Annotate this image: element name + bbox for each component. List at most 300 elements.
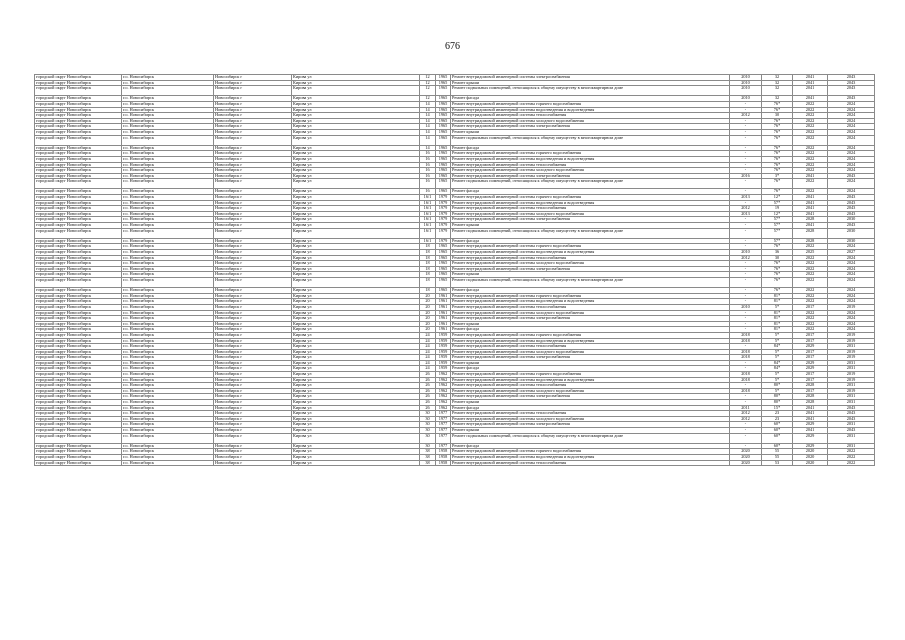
city-cell: Новосибирск г [214,118,292,124]
house-number-cell: 18 [420,244,436,250]
plan-start-year-cell: 2022 [793,113,828,119]
plan-start-year-cell: 2017 [793,355,828,361]
wear-percent-cell: 5* [762,377,793,383]
district-cell: городской округ Новосибирск [35,113,122,119]
plan-start-year-cell: 2022 [793,293,828,299]
house-number-cell: 26 [420,405,436,411]
plan-end-year-cell: 2019 [828,372,875,378]
street-cell: Кирова ул [292,173,420,179]
plan-start-year-cell: 2022 [793,266,828,272]
table-row [35,433,875,443]
wear-percent-cell: 3* [762,173,793,179]
plan-start-year-cell: 2041 [793,211,828,217]
street-cell: Кирова ул [292,244,420,250]
municipality-cell: г.о. Новосибирск [122,135,214,145]
wear-percent-cell: 36 [762,250,793,256]
city-cell: Новосибирск г [214,293,292,299]
house-number-cell: 12 [420,80,436,86]
wear-percent-cell: 5* [762,304,793,310]
city-cell: Новосибирск г [214,428,292,434]
municipality-cell: г.о. Новосибирск [122,377,214,383]
plan-start-year-cell: 2017 [793,332,828,338]
last-repair-year-cell: 2013 [730,211,762,217]
build-year-cell: 1961 [436,316,451,322]
plan-start-year-cell: 2022 [793,124,828,130]
city-cell: Новосибирск г [214,238,292,244]
last-repair-year-cell: - [730,443,762,449]
house-number-cell: 24 [420,332,436,338]
city-cell: Новосибирск г [214,228,292,238]
wear-percent-cell: 5* [762,388,793,394]
build-year-cell: 1965 [436,179,451,189]
municipality-cell: г.о. Новосибирск [122,405,214,411]
municipality-cell: г.о. Новосибирск [122,416,214,422]
plan-start-year-cell: 2022 [793,179,828,189]
last-repair-year-cell: - [730,151,762,157]
last-repair-year-cell: 2020 [730,454,762,460]
plan-end-year-cell: 2031 [828,400,875,406]
plan-start-year-cell: 2017 [793,388,828,394]
street-cell: Кирова ул [292,217,420,223]
municipality-cell: г.о. Новосибирск [122,449,214,455]
city-cell: Новосибирск г [214,349,292,355]
last-repair-year-cell: 2012 [730,113,762,119]
house-number-cell: 16 [420,189,436,195]
street-cell: Кирова ул [292,316,420,322]
house-number-cell: 20 [420,316,436,322]
last-repair-year-cell: - [730,310,762,316]
municipality-cell: г.о. Новосибирск [122,293,214,299]
district-cell: городской округ Новосибирск [35,96,122,102]
build-year-cell: 1977 [436,411,451,417]
plan-end-year-cell: 2043 [828,411,875,417]
plan-start-year-cell: 2041 [793,405,828,411]
plan-start-year-cell: 2022 [793,261,828,267]
wear-percent-cell: 30 [762,113,793,119]
city-cell: Новосибирск г [214,75,292,81]
build-year-cell: 1977 [436,422,451,428]
house-number-cell: 14 [420,145,436,151]
wear-percent-cell: 84* [762,366,793,372]
district-cell: городской округ Новосибирск [35,383,122,389]
wear-percent-cell: 76* [762,156,793,162]
build-year-cell: 1965 [436,75,451,81]
last-repair-year-cell: 2012 [730,411,762,417]
wear-percent-cell: 76* [762,162,793,168]
last-repair-year-cell: 2010 [730,80,762,86]
street-cell: Кирова ул [292,118,420,124]
last-repair-year-cell: - [730,223,762,229]
plan-start-year-cell: 2041 [793,206,828,212]
wear-percent-cell: 80* [762,383,793,389]
plan-start-year-cell: 2028 [793,228,828,238]
plan-end-year-cell: 2043 [828,200,875,206]
last-repair-year-cell: - [730,238,762,244]
municipality-cell: г.о. Новосибирск [122,238,214,244]
municipality-cell: г.о. Новосибирск [122,244,214,250]
plan-end-year-cell: 2043 [828,223,875,229]
municipality-cell: г.о. Новосибирск [122,394,214,400]
district-cell: городской округ Новосибирск [35,377,122,383]
house-number-cell: 18 [420,288,436,294]
house-number-cell: 26 [420,394,436,400]
city-cell: Новосибирск г [214,217,292,223]
work-type-cell: Ремонт подвальных помещений, относящихся к общему имуществу в многоквартирном доме [451,179,730,189]
plan-start-year-cell: 2022 [793,189,828,195]
district-cell: городской округ Новосибирск [35,261,122,267]
plan-end-year-cell: 2030 [828,217,875,223]
house-number-cell: 20 [420,299,436,305]
plan-end-year-cell: 2043 [828,195,875,201]
city-cell: Новосибирск г [214,266,292,272]
house-number-cell: 16/1 [420,200,436,206]
district-cell: городской округ Новосибирск [35,388,122,394]
house-number-cell: 26 [420,377,436,383]
municipality-cell: г.о. Новосибирск [122,228,214,238]
municipality-cell: г.о. Новосибирск [122,460,214,466]
wear-percent-cell: 60* [762,428,793,434]
city-cell: Новосибирск г [214,162,292,168]
city-cell: Новосибирск г [214,310,292,316]
city-cell: Новосибирск г [214,327,292,333]
work-type-cell: Ремонт внутридомовой инженерной системы горячего водоснабжения [451,449,730,455]
municipality-cell: г.о. Новосибирск [122,383,214,389]
house-number-cell: 26 [420,388,436,394]
build-year-cell: 1958 [436,460,451,466]
plan-end-year-cell: 2024 [828,261,875,267]
build-year-cell: 1965 [436,168,451,174]
build-year-cell: 1977 [436,433,451,443]
plan-end-year-cell: 2022 [828,449,875,455]
last-repair-year-cell: 2010 [730,75,762,81]
municipality-cell: г.о. Новосибирск [122,162,214,168]
house-number-cell: 24 [420,344,436,350]
district-cell: городской округ Новосибирск [35,272,122,278]
plan-start-year-cell: 2029 [793,360,828,366]
street-cell: Кирова ул [292,238,420,244]
city-cell: Новосибирск г [214,360,292,366]
house-number-cell: 30 [420,416,436,422]
city-cell: Новосибирск г [214,394,292,400]
plan-start-year-cell: 2022 [793,255,828,261]
city-cell: Новосибирск г [214,288,292,294]
last-repair-year-cell: - [730,360,762,366]
plan-start-year-cell: 2017 [793,304,828,310]
last-repair-year-cell: 2020 [730,449,762,455]
wear-percent-cell: 76* [762,244,793,250]
build-year-cell: 1961 [436,293,451,299]
last-repair-year-cell: - [730,101,762,107]
plan-start-year-cell: 2029 [793,443,828,449]
plan-end-year-cell: 2019 [828,377,875,383]
build-year-cell: 1965 [436,261,451,267]
work-type-cell: Ремонт фасада [451,145,730,151]
city-cell: Новосибирск г [214,195,292,201]
street-cell: Кирова ул [292,332,420,338]
table-row [35,86,875,96]
house-number-cell: 20 [420,310,436,316]
last-repair-year-cell: - [730,118,762,124]
street-cell: Кирова ул [292,293,420,299]
work-type-cell: Ремонт фасада [451,189,730,195]
house-number-cell: 18 [420,255,436,261]
city-cell: Новосибирск г [214,272,292,278]
district-cell: городской округ Новосибирск [35,145,122,151]
work-type-cell: Ремонт внутридомовой инженерной системы электроснабжения [451,124,730,130]
plan-end-year-cell: 2043 [828,173,875,179]
street-cell: Кирова ул [292,168,420,174]
house-number-cell: 24 [420,355,436,361]
city-cell: Новосибирск г [214,86,292,96]
plan-end-year-cell: 2024 [828,118,875,124]
last-repair-year-cell: - [730,433,762,443]
plan-start-year-cell: 2029 [793,433,828,443]
district-cell: городской округ Новосибирск [35,228,122,238]
plan-end-year-cell: 2027 [828,250,875,256]
municipality-cell: г.о. Новосибирск [122,344,214,350]
city-cell: Новосибирск г [214,135,292,145]
wear-percent-cell: 60* [762,422,793,428]
district-cell: городской округ Новосибирск [35,299,122,305]
wear-percent-cell: 32 [762,75,793,81]
build-year-cell: 1965 [436,255,451,261]
wear-percent-cell: 76* [762,101,793,107]
house-number-cell: 38 [420,449,436,455]
city-cell: Новосибирск г [214,223,292,229]
capital-repair-table-sheet [34,74,874,466]
house-number-cell: 14 [420,118,436,124]
wear-percent-cell: 81* [762,293,793,299]
city-cell: Новосибирск г [214,151,292,157]
capital-repair-table [34,74,875,466]
build-year-cell: 1965 [436,173,451,179]
street-cell: Кирова ул [292,304,420,310]
municipality-cell: г.о. Новосибирск [122,195,214,201]
last-repair-year-cell: - [730,383,762,389]
plan-end-year-cell: 2043 [828,96,875,102]
city-cell: Новосибирск г [214,454,292,460]
wear-percent-cell: 57* [762,223,793,229]
street-cell: Кирова ул [292,179,420,189]
build-year-cell: 1965 [436,124,451,130]
city-cell: Новосибирск г [214,422,292,428]
last-repair-year-cell: - [730,299,762,305]
plan-end-year-cell: 2030 [828,238,875,244]
municipality-cell: г.о. Новосибирск [122,422,214,428]
municipality-cell: г.о. Новосибирск [122,179,214,189]
house-number-cell: 18 [420,277,436,287]
plan-end-year-cell: 2043 [828,75,875,81]
build-year-cell: 1962 [436,405,451,411]
plan-end-year-cell: 2031 [828,366,875,372]
district-cell: городской округ Новосибирск [35,360,122,366]
house-number-cell: 18 [420,272,436,278]
build-year-cell: 1965 [436,272,451,278]
plan-start-year-cell: 2029 [793,366,828,372]
build-year-cell: 1962 [436,388,451,394]
page-number: 676 [445,41,460,52]
build-year-cell: 1961 [436,299,451,305]
last-repair-year-cell: 2018 [730,372,762,378]
municipality-cell: г.о. Новосибирск [122,250,214,256]
plan-start-year-cell: 2029 [793,422,828,428]
plan-start-year-cell: 2020 [793,460,828,466]
work-type-cell: Ремонт внутридомовой инженерной системы горячего водоснабжения [451,244,730,250]
build-year-cell: 1977 [436,428,451,434]
city-cell: Новосибирск г [214,206,292,212]
municipality-cell: г.о. Новосибирск [122,355,214,361]
municipality-cell: г.о. Новосибирск [122,145,214,151]
city-cell: Новосибирск г [214,338,292,344]
house-number-cell: 20 [420,327,436,333]
house-number-cell: 16/1 [420,223,436,229]
build-year-cell: 1977 [436,443,451,449]
work-type-cell: Ремонт внутридомовой инженерной системы электроснабжения [451,75,730,81]
street-cell: Кирова ул [292,156,420,162]
work-type-cell: Ремонт внутридомовой инженерной системы водоотведения и водоотведения [451,200,730,206]
work-type-cell: Ремонт фасада [451,238,730,244]
city-cell: Новосибирск г [214,129,292,135]
last-repair-year-cell: 2010 [730,250,762,256]
district-cell: городской округ Новосибирск [35,433,122,443]
municipality-cell: г.о. Новосибирск [122,255,214,261]
work-type-cell: Ремонт внутридомовой инженерной системы горячего водоснабжения [451,372,730,378]
plan-end-year-cell: 2043 [828,416,875,422]
work-type-cell: Ремонт крыши [451,321,730,327]
build-year-cell: 1965 [436,96,451,102]
work-type-cell: Ремонт подвальных помещений, относящихся к общему имуществу в многоквартирном доме [451,433,730,443]
municipality-cell: г.о. Новосибирск [122,321,214,327]
house-number-cell: 24 [420,366,436,372]
city-cell: Новосибирск г [214,372,292,378]
wear-percent-cell: 5* [762,372,793,378]
plan-start-year-cell: 2022 [793,277,828,287]
last-repair-year-cell: 2010 [730,96,762,102]
house-number-cell: 16/1 [420,211,436,217]
street-cell: Кирова ул [292,422,420,428]
street-cell: Кирова ул [292,195,420,201]
plan-end-year-cell: 2019 [828,355,875,361]
last-repair-year-cell: 2018 [730,332,762,338]
municipality-cell: г.о. Новосибирск [122,443,214,449]
plan-end-year-cell: 2024 [828,101,875,107]
build-year-cell: 1965 [436,86,451,96]
wear-percent-cell: 32 [762,80,793,86]
street-cell: Кирова ул [292,416,420,422]
last-repair-year-cell: - [730,168,762,174]
plan-start-year-cell: 2022 [793,327,828,333]
district-cell: городской округ Новосибирск [35,366,122,372]
plan-end-year-cell: 2043 [828,405,875,411]
house-number-cell: 20 [420,321,436,327]
house-number-cell: 14 [420,101,436,107]
last-repair-year-cell: - [730,156,762,162]
municipality-cell: г.о. Новосибирск [122,411,214,417]
city-cell: Новосибирск г [214,316,292,322]
wear-percent-cell: 76* [762,288,793,294]
street-cell: Кирова ул [292,355,420,361]
work-type-cell: Ремонт подвальных помещений, относящихся к общему имуществу в многоквартирном доме [451,86,730,96]
plan-start-year-cell: 2041 [793,80,828,86]
plan-start-year-cell: 2017 [793,372,828,378]
build-year-cell: 1959 [436,332,451,338]
build-year-cell: 1979 [436,238,451,244]
work-type-cell: Ремонт внутридомовой инженерной системы холодного водоснабжения [451,168,730,174]
street-cell: Кирова ул [292,366,420,372]
work-type-cell: Ремонт фасада [451,366,730,372]
build-year-cell: 1965 [436,244,451,250]
house-number-cell: 18 [420,261,436,267]
work-type-cell: Ремонт внутридомовой инженерной системы теплоснабжения [451,344,730,350]
plan-start-year-cell: 2041 [793,173,828,179]
work-type-cell: Ремонт внутридомовой инженерной системы холодного водоснабжения [451,310,730,316]
street-cell: Кирова ул [292,400,420,406]
city-cell: Новосибирск г [214,405,292,411]
house-number-cell: 30 [420,443,436,449]
city-cell: Новосибирск г [214,156,292,162]
work-type-cell: Ремонт фасада [451,405,730,411]
work-type-cell: Ремонт внутридомовой инженерной системы горячего водоснабжения [451,195,730,201]
wear-percent-cell: 30 [762,255,793,261]
wear-percent-cell: 5* [762,355,793,361]
wear-percent-cell: 76* [762,179,793,189]
municipality-cell: г.о. Новосибирск [122,156,214,162]
city-cell: Новосибирск г [214,366,292,372]
street-cell: Кирова ул [292,449,420,455]
work-type-cell: Ремонт внутридомовой инженерной системы водоотведения и водоотведения [451,250,730,256]
last-repair-year-cell: - [730,200,762,206]
work-type-cell: Ремонт внутридомовой инженерной системы водоотведения и водоотведения [451,299,730,305]
street-cell: Кирова ул [292,454,420,460]
plan-end-year-cell: 2024 [828,255,875,261]
plan-end-year-cell: 2024 [828,288,875,294]
city-cell: Новосибирск г [214,179,292,189]
plan-start-year-cell: 2022 [793,244,828,250]
wear-percent-cell: 15* [762,405,793,411]
last-repair-year-cell: - [730,327,762,333]
city-cell: Новосибирск г [214,250,292,256]
house-number-cell: 12 [420,96,436,102]
work-type-cell: Ремонт фасада [451,327,730,333]
district-cell: городской округ Новосибирск [35,162,122,168]
city-cell: Новосибирск г [214,400,292,406]
build-year-cell: 1958 [436,449,451,455]
last-repair-year-cell: - [730,422,762,428]
last-repair-year-cell: - [730,344,762,350]
street-cell: Кирова ул [292,344,420,350]
plan-start-year-cell: 2022 [793,168,828,174]
work-type-cell: Ремонт внутридомовой инженерной системы теплоснабжения [451,162,730,168]
wear-percent-cell: 12* [762,195,793,201]
work-type-cell: Ремонт внутридомовой инженерной системы горячего водоснабжения [451,151,730,157]
last-repair-year-cell: - [730,135,762,145]
district-cell: городской округ Новосибирск [35,206,122,212]
city-cell: Новосибирск г [214,261,292,267]
district-cell: городской округ Новосибирск [35,266,122,272]
work-type-cell: Ремонт внутридомовой инженерной системы горячего водоснабжения [451,332,730,338]
last-repair-year-cell: - [730,366,762,372]
wear-percent-cell: 76* [762,261,793,267]
wear-percent-cell: 81* [762,327,793,333]
wear-percent-cell: 76* [762,118,793,124]
last-repair-year-cell: 2018 [730,377,762,383]
municipality-cell: г.о. Новосибирск [122,129,214,135]
street-cell: Кирова ул [292,338,420,344]
work-type-cell: Ремонт крыши [451,223,730,229]
work-type-cell: Ремонт внутридомовой инженерной системы водоотведения и водоотведения [451,377,730,383]
street-cell: Кирова ул [292,145,420,151]
work-type-cell: Ремонт внутридомовой инженерной системы горячего водоснабжения [451,293,730,299]
